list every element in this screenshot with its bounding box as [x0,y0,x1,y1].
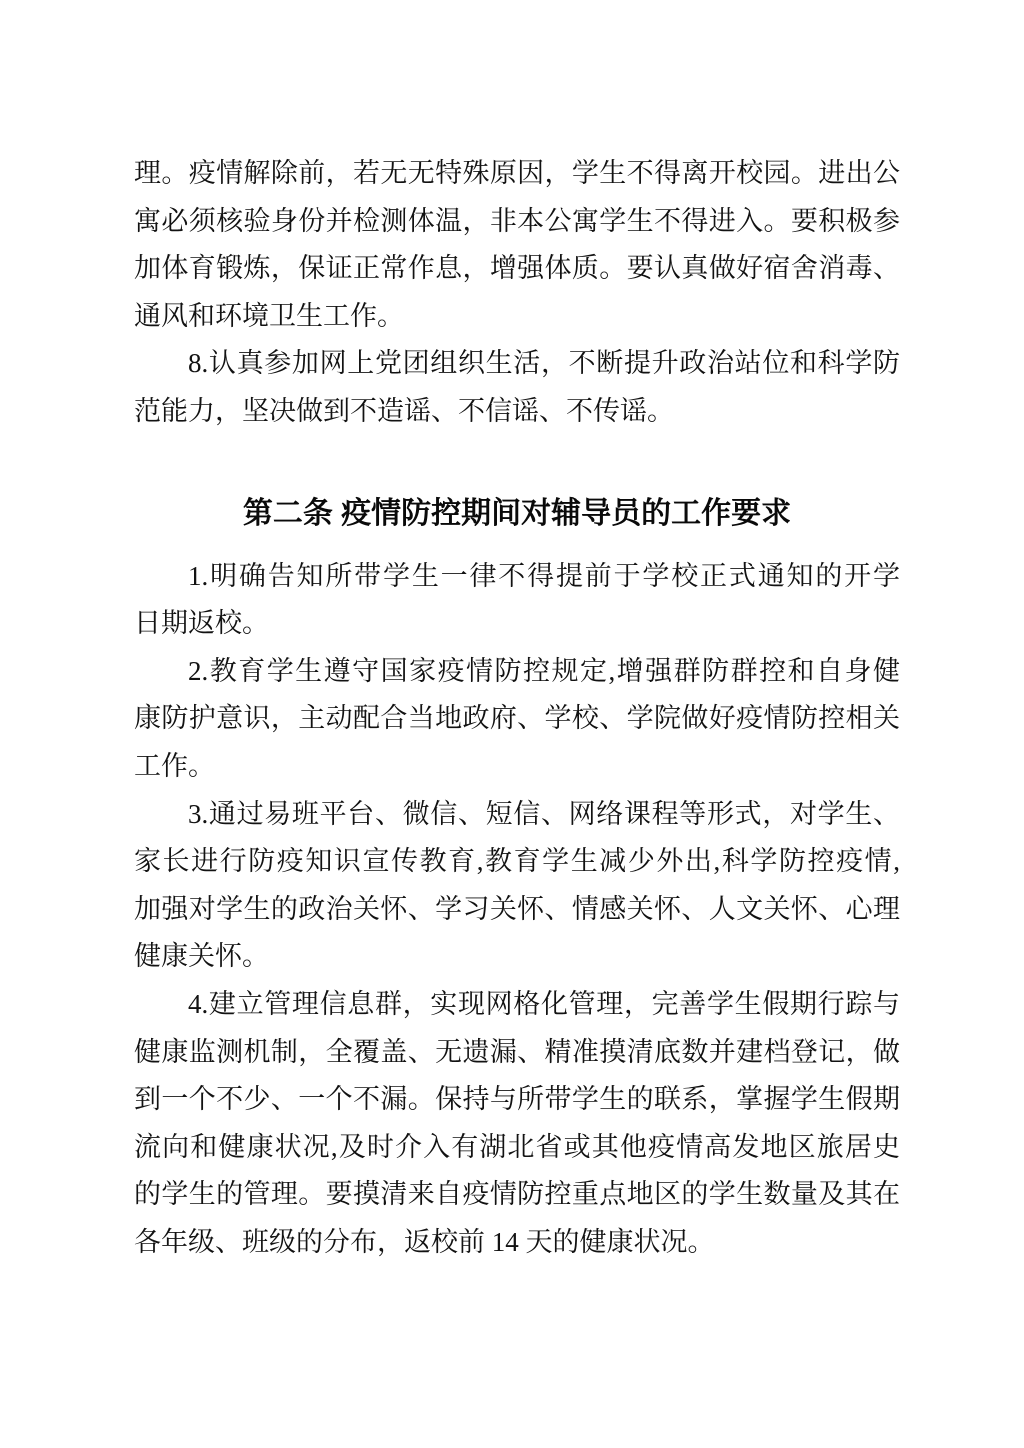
doc-line: 寓必须核验身份并检测体温，非本公寓学生不得进入。要积极参 [134,205,900,236]
doc-line: 到一个不少、一个不漏。保持与所带学生的联系，掌握学生假期 [134,1084,900,1115]
doc-line: 康防护意识，主动配合当地政府、学校、学院做好疫情防控相关 [134,703,900,734]
paragraph [134,648,900,791]
doc-line: 各年级、班级的分布，返校前 14 天的健康状况。 [134,1226,715,1257]
doc-line: 健康监测机制，全覆盖、无遗漏、精准摸清底数并建档登记，做 [134,1036,900,1067]
paragraph [134,791,900,981]
doc-line: 加体育锻炼，保证正常作息，增强体质。要认真做好宿舍消毒、 [134,253,900,284]
doc-line: 8.认真参加网上党团组织生活，不断提升政治站位和科学防 [188,348,900,379]
doc-line: 3.通过易班平台、微信、短信、网络课程等形式，对学生、 [188,798,900,829]
doc-line: 加强对学生的政治关怀、学习关怀、情感关怀、人文关怀、心理 [134,893,900,924]
paragraph [134,553,900,648]
doc-line: 4.建立管理信息群，实现网格化管理，完善学生假期行踪与 [188,988,900,1019]
paragraph [134,340,900,435]
doc-line: 的学生的管理。要摸清来自疫情防控重点地区的学生数量及其在 [134,1179,900,1210]
doc-line: 流向和健康状况,及时介入有湖北省或其他疫情高发地区旅居史 [134,1131,900,1162]
doc-line: 1.明确告知所带学生一律不得提前于学校正式通知的开学 [188,560,900,591]
document-content [134,150,900,1266]
doc-line: 家长进行防疫知识宣传教育,教育学生减少外出,科学防控疫情, [134,846,900,877]
doc-line: 范能力，坚决做到不造谣、不信谣、不传谣。 [134,395,674,426]
doc-line: 理。疫情解除前，若无无特殊原因，学生不得离开校园。进出公 [134,158,900,188]
paragraph [134,981,900,1267]
doc-line: 健康关怀。 [134,941,269,972]
doc-line: 工作。 [134,750,215,781]
doc-line: 2.教育学生遵守国家疫情防控规定,增强群防群控和自身健 [188,655,900,686]
section-heading: 第二条 疫情防控期间对辅导员的工作要求 [242,496,792,530]
doc-line: 日期返校。 [134,608,269,639]
paragraph [134,150,900,340]
doc-line: 通风和环境卫生工作。 [134,300,404,331]
